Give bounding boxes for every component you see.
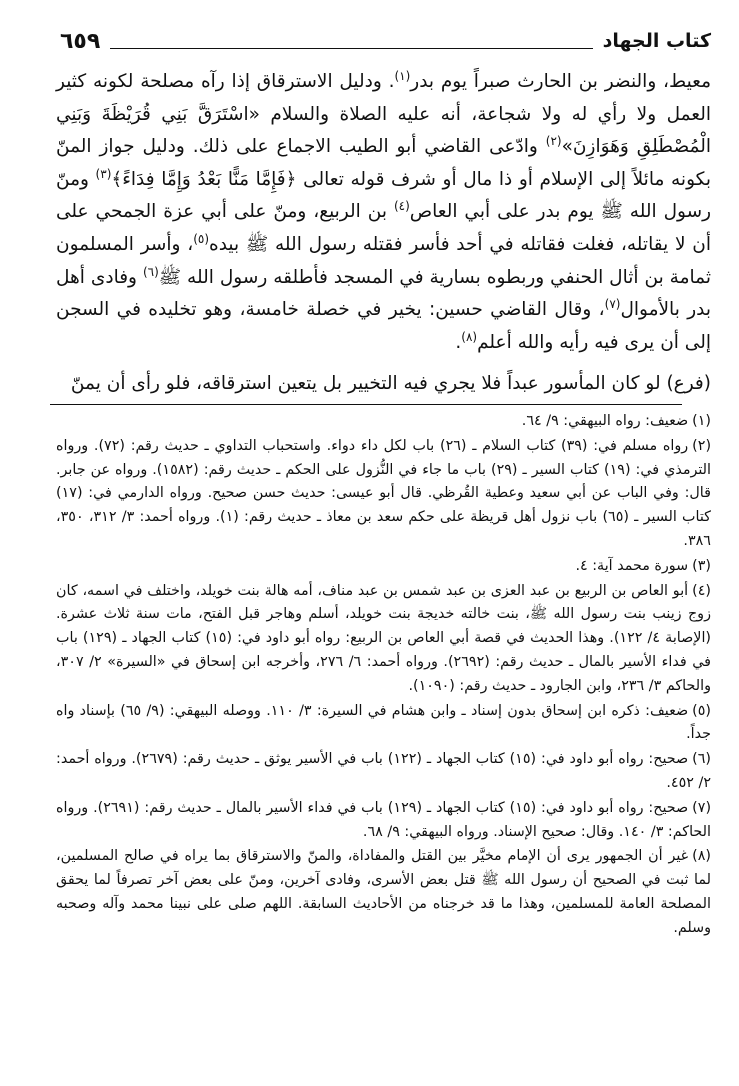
text-run: معيط، والنضر بن الحارث صبراً يوم بدر: [410, 71, 711, 92]
text-run: ، وأسر المسلمون ثمامة بن أثال الحنفي وربطوه بسارية في المسجد فأطلقه رسول الله ﷺ: [56, 233, 711, 288]
text-run: ومنّ رسول الله ﷺ يوم بدر على أبي العاص: [56, 168, 712, 223]
text-run: ، وقال القاضي حسين: يخير في خصلة خامسة، وهو تخليده في السجن إلى أن يرى فيه رأيه والله أعلم: [56, 299, 711, 353]
page-number: ٦٥٩: [60, 28, 101, 54]
footnote-text: صحيح: رواه أبو داود في: (١٥) كتاب الجهاد ـ (١٢٩) باب في فداء الأسير بالمال ـ حديث رقم: (٢٦٩١). ورواه الحاكم: ٣/ ١٤٠. وقال: صحيح الإسناد. ورواه البيهقي: ٩/ ٦٨.: [56, 799, 711, 840]
footnote-item: [56, 845, 711, 940]
footnote-ref: (١): [394, 68, 411, 83]
footnote-ref: (٦): [142, 264, 159, 279]
footnote-item: [56, 797, 711, 845]
text-run: وفادى أهل بدر بالأموال: [56, 266, 711, 321]
footnote-number: (٢): [692, 437, 712, 454]
text-run: وادّعى القاضي أبو الطيب الاجماع على ذلك. ودليل جواز المنّ بكونه مائلاً إلى الإسلام أو ذا مال أو شرف قوله تعالى ﴿فَإِمَّا مَنًّا بَعْدُ وَإِمَّا فِدَاءً﴾: [56, 136, 711, 190]
footnote-ref: (٣): [95, 166, 112, 181]
chapter-title: كتاب الجهاد: [602, 30, 711, 52]
footnote-separator: [50, 404, 682, 405]
footnote-number: (٥): [692, 702, 711, 719]
footnote-ref: (٥): [193, 231, 210, 246]
text-run: بن الربيع، ومنّ على أبي عزة الجمحي على أن لا يقاتله، فغلت فقاتله في أحد فأسر فقتله رسول الله ﷺ بيده: [56, 201, 712, 255]
footnote-text: رواه مسلم في: (٣٩) كتاب السلام ـ (٢٦) باب لكل داء دواء. واستحباب التداوي ـ حديث رقم: (٧٢). ورواه الترمذي في: (١٩) كتاب السير ـ (٢٩) باب ما جاء في النُّزول على الحكم ـ حديث رقم: (١٥٨٢). ورواه عن جابر. قال: وفي الباب عن أبي سعيد وعطية القُرظي. قال أبو عيسى: حديث حسن صحيح. ورواه الدارمي في: (١٧) كتاب السير ـ (٦٥) باب نزول أهل قريظة على حكم سعد بن معاذ ـ حديث رقم: (١). ورواه أحمد: ٣/ ٣١٢، ٣٥٠، ٣٨٦.: [56, 437, 712, 549]
footnote-number: (٣): [692, 557, 711, 574]
footnote-ref: (٨): [461, 329, 478, 344]
footnote-number: (١): [692, 413, 711, 429]
footnotes: [56, 410, 711, 941]
branch-line: (فرع) لو كان المأسور عبداً فلا يجري فيه التخيير بل يتعين استرقاقه، فلو رأى أن يمنّ: [70, 373, 711, 394]
footnote-item: [56, 700, 711, 748]
footnote-text: صحيح: رواه أبو داود في: (١٥) كتاب الجهاد ـ (١٢٢) باب في الأسير يوثق ـ حديث رقم: (٢٦٧٩). ورواه أحمد: ٢/ ٤٥٢.: [56, 751, 711, 791]
main-paragraph: [56, 66, 711, 359]
footnote-text: ضعيف: رواه البيهقي: ٩/ ٦٤.: [521, 413, 689, 429]
footnote-item: [56, 435, 711, 554]
footnote-number: (٦): [692, 751, 711, 768]
footnote-ref: (٧): [604, 297, 621, 311]
footnote-item: [56, 555, 711, 579]
footnote-item: [56, 580, 711, 699]
footnote-text: سورة محمد آية: ٤.: [575, 557, 689, 574]
text-run: . ودليل الاسترقاق إذا رآه مصلحة لكونه كثير العمل ولا رأي له ولا شجاعة، أنه عليه الصلاة والسلام «اسْتَرَقَّ بَنِي قُرَيْظَةَ وَبَنِي الْمُصْطَلِقِ وَهَوَازِنَ»: [56, 71, 711, 158]
footnote-number: (٨): [692, 848, 711, 865]
main-text: [56, 66, 711, 359]
footnote-text: غير أن الجمهور يرى أن الإمام مخيَّر بين القتل والمفاداة، والمنّ والاسترقاق بما يراه في صالح المسلمين، لما ثبت في الصحيح أن رسول الله ﷺ قتل بعض الأسرى، وفادى آخرين، ومنّ على بعض آخر تصرفاً لما يحقق المصلحة العامة للمسلمين، وهذا ما قد خرجناه من الأحاديث السابقة. اللهم صلى على نبينا محمد وآله وصحبه وسلم.: [56, 848, 711, 936]
footnote-ref: (٤): [393, 199, 410, 214]
footnote-ref: (٢): [545, 134, 562, 149]
footnote-number: (٧): [692, 799, 712, 816]
running-header: [60, 26, 711, 56]
footnote-text: ضعيف: ذكره ابن إسحاق بدون إسناد ـ وابن هشام في السيرة: ٣/ ١١٠. ووصله البيهقي: (٩/ ٦٥) بإسناد واه جداً.: [56, 702, 711, 743]
footnote-item: [56, 748, 711, 796]
footnote-item: [56, 410, 711, 434]
text-run: .: [455, 331, 462, 353]
header-rule: [110, 48, 592, 49]
footnote-number: (٤): [692, 582, 711, 599]
footnote-text: أبو العاص بن الربيع بن عبد العزى بن عبد شمس بن عبد مناف، أمه هالة بنت خويلد، واختلف في اسمه، كان زوج زينب بنت رسول الله ﷺ، بنت خالته خديجة بنت خويلد، أسلم وهاجر قبل الفتح، مات سنة ثلاث عشرة. (الإصابة ٤/ ١٢٢). وهذا الحديث في قصة أبي العاص بن الربيع: رواه أبو داود في: (١٥) كتاب الجهاد ـ (١٢٩) باب في فداء الأسير بالمال ـ حديث رقم: (٢٦٩٢). ورواه أحمد: ٦/ ٢٧٦، وأخرجه ابن إسحاق في «السيرة» ٢/ ٣٠٧، والحاكم ٣/ ٢٣٦، وابن الجارود ـ حديث رقم: (١٠٩٠).: [56, 582, 712, 694]
